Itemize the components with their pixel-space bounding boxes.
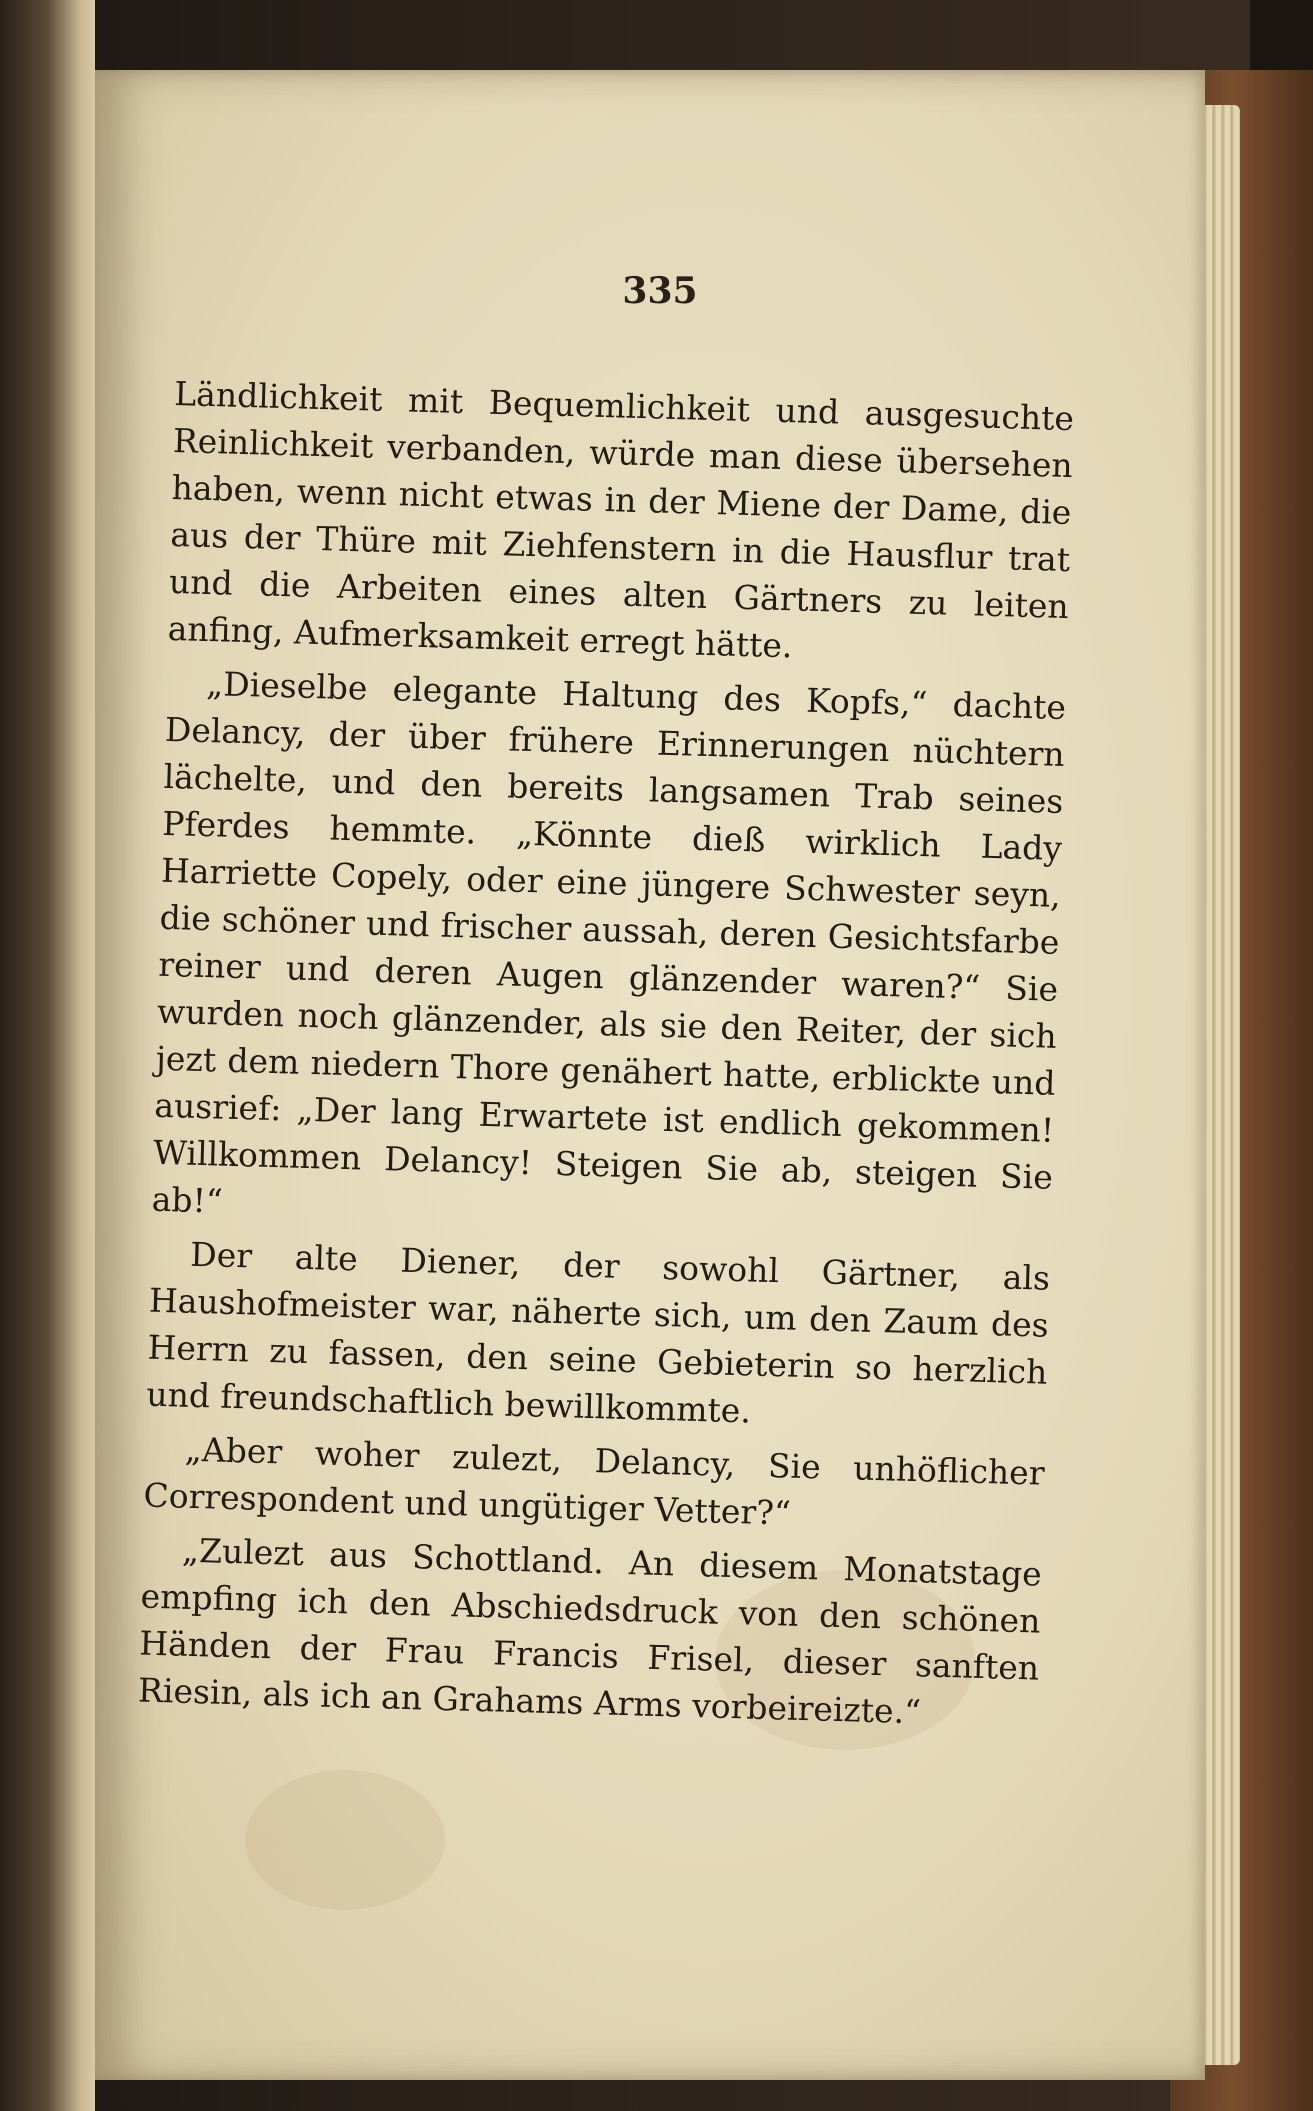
- paragraph-1: Ländlichkeit mit Bequemlichkeit und ausgesuchte Reinlichkeit verbanden, würde man diese übersehen haben, wenn nicht etwas in der Miene der Dame, die aus der Thüre mit Ziehfenstern in die Hausflur trat und die Arbeiten eines alten Gärtners zu leiten anfing, Aufmerksamkeit erregt hätte.: [167, 373, 1075, 666]
- book-page: [95, 70, 1205, 2080]
- book-spine: [0, 0, 95, 2111]
- paragraph-4: „Aber woher zulezt, Delancy, Sie unhöflicher Correspondent und ungütiger Vetter?“: [143, 1429, 1046, 1533]
- page-number: 335: [622, 270, 698, 312]
- paragraph-3: Der alte Diener, der sowohl Gärtner, als Haushofmeister war, näherte sich, um den Zaum des Herrn zu fassen, den seine Gebieterin so herzlich und freundschaftlich bewillkommte.: [145, 1234, 1051, 1431]
- paper-stain: [245, 1770, 445, 1910]
- body-text: [137, 370, 1074, 1746]
- paragraph-5: „Zulezt aus Schottland. An diesem Monatstage empfing ich den Abschiedsdruck von den schönen Händen der Frau Francis Frisel, dieser sanften Riesin, als ich an Grahams Arms vorbeireizte.“: [137, 1530, 1043, 1732]
- paragraph-2: „Dieselbe elegante Haltung des Kopfs,“ dachte Delancy, der über frühere Erinnerungen nüchtern lächelte, und den bereits langsamen Trab seines Pferdes hemmte. „Könnte dieß wirklich Lady Harriette Copely, oder eine jüngere Schwester seyn, die schöner und frischer aussah, deren Gesichtsfarbe reiner und deren Augen glänzender waren?“ Sie wurden noch glänzender, als sie den Reiter, der sich jezt dem niedern Thore genähert hatte, erblickte und ausrief: „Der lang Erwartete ist endlich gekommen! Willkommen Delancy! Steigen Sie ab, steigen Sie ab!“: [151, 664, 1067, 1221]
